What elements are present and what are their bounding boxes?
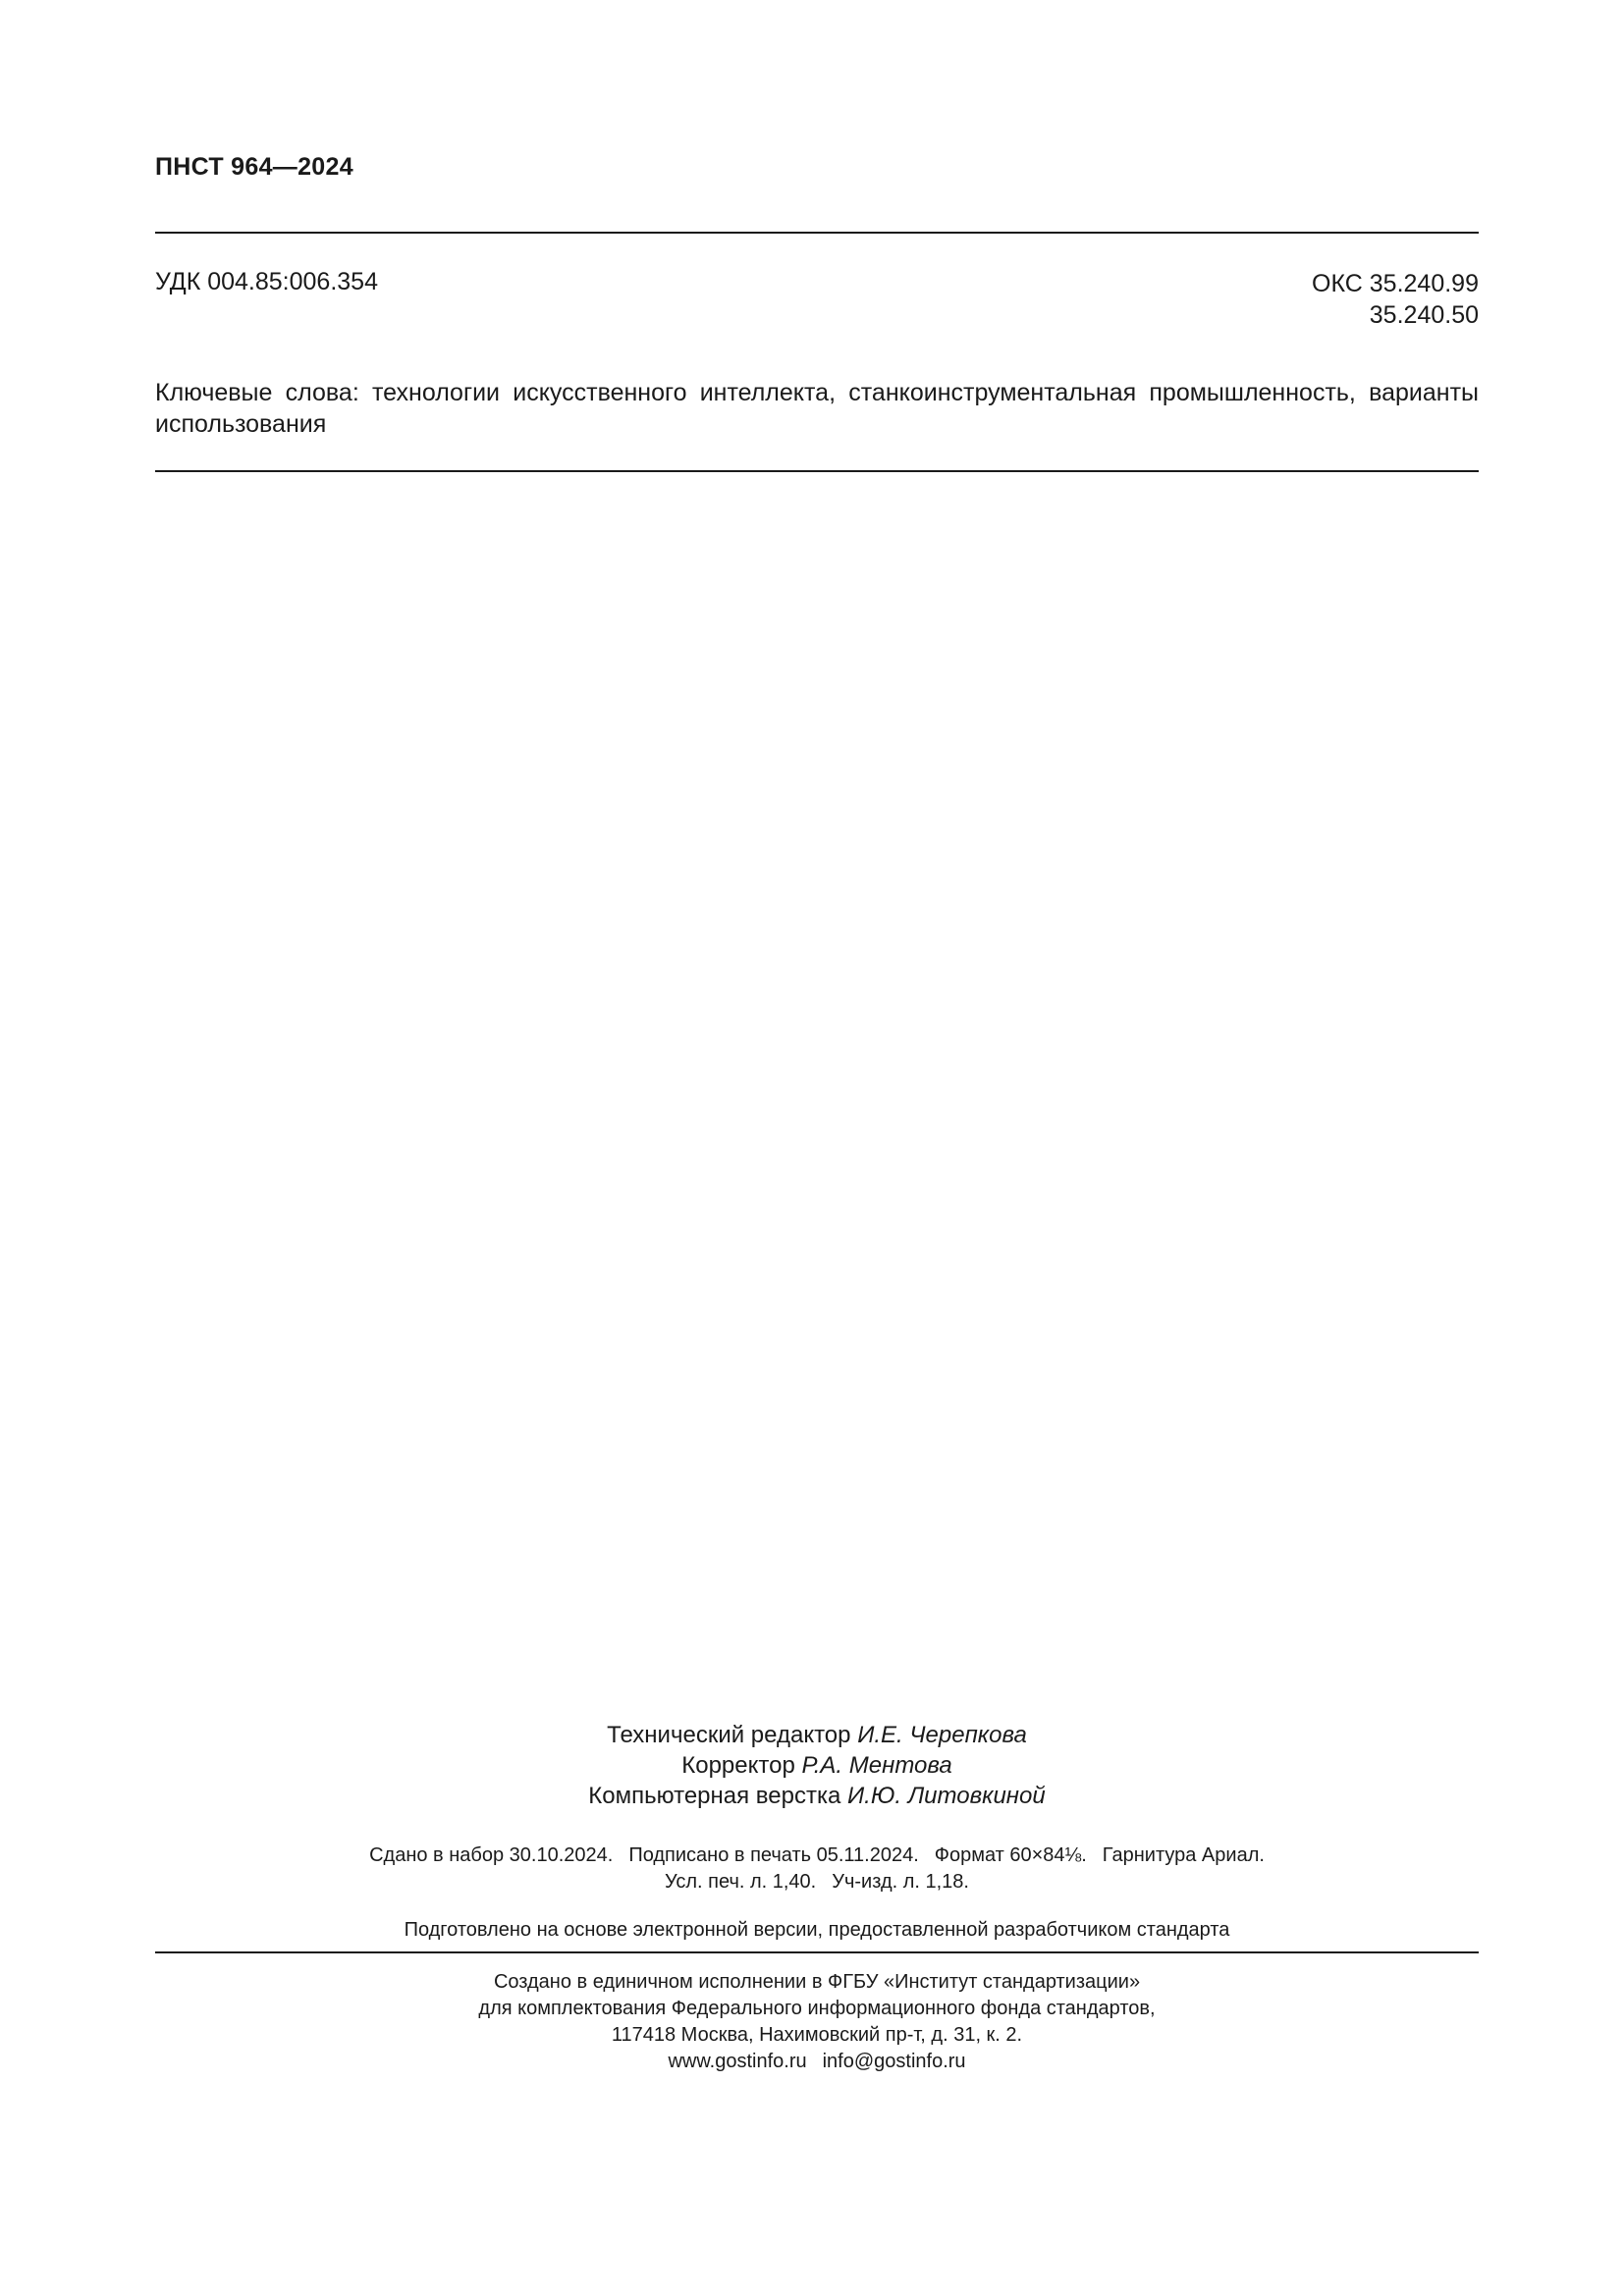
divider-top (155, 232, 1479, 234)
publisher-line-2: для комплектования Федерального информационного фонда стандартов, (478, 1998, 1156, 2019)
website-link[interactable]: www.gostinfo.ru (668, 2051, 807, 2072)
standard-code: ПНСТ 964—2024 (155, 153, 353, 181)
print-info-block (155, 1842, 1479, 1896)
layout-name: И.Ю. Литовкиной (847, 1783, 1046, 1809)
print-info-line-2 (155, 1869, 1479, 1896)
email-link[interactable]: info@gostinfo.ru (822, 2051, 966, 2072)
paper-format: Формат 60×84⅛. (934, 1844, 1087, 1866)
corrector-label: Корректор (681, 1752, 795, 1779)
typeface: Гарнитура Ариал. (1102, 1844, 1265, 1866)
print-info-line-1 (155, 1842, 1479, 1869)
layout-label: Компьютерная верстка (588, 1783, 841, 1809)
credit-corrector (155, 1750, 1479, 1781)
corrector-name: Р.А. Ментова (801, 1752, 952, 1779)
oks-code-2: 35.240.50 (1369, 301, 1479, 329)
credit-layout (155, 1781, 1479, 1811)
keywords-paragraph: Ключевые слова: технологии искусственного интеллекта, станкоинструментальная промышленность, варианты использования (155, 379, 1479, 438)
publishing-sheets: Уч-изд. л. 1,18. (832, 1871, 969, 1893)
credit-tech-editor (155, 1720, 1479, 1750)
signed-date: Подписано в печать 05.11.2024. (628, 1844, 919, 1866)
publisher-block (155, 1969, 1479, 2075)
divider-bottom (155, 1951, 1479, 1953)
submitted-date: Сдано в набор 30.10.2024. (369, 1844, 614, 1866)
print-sheets: Усл. печ. л. 1,40. (665, 1871, 817, 1893)
udk-code: УДК 004.85:006.354 (155, 268, 378, 295)
prepared-note: Подготовлено на основе электронной версии, предоставленной разработчиком стандарта (404, 1919, 1230, 1941)
divider-keywords (155, 470, 1479, 472)
publisher-line-1: Создано в единичном исполнении в ФГБУ «Институт стандартизации» (493, 1971, 1141, 1993)
credits-block (155, 1720, 1479, 1811)
publisher-contacts (155, 2049, 1479, 2075)
publisher-address: 117418 Москва, Нахимовский пр-т, д. 31, к. 2. (611, 2024, 1023, 2046)
oks-codes (1312, 268, 1479, 331)
oks-code-1: ОКС 35.240.99 (1312, 270, 1479, 297)
tech-editor-label: Технический редактор (607, 1722, 851, 1748)
tech-editor-name: И.Е. Черепкова (857, 1722, 1027, 1748)
